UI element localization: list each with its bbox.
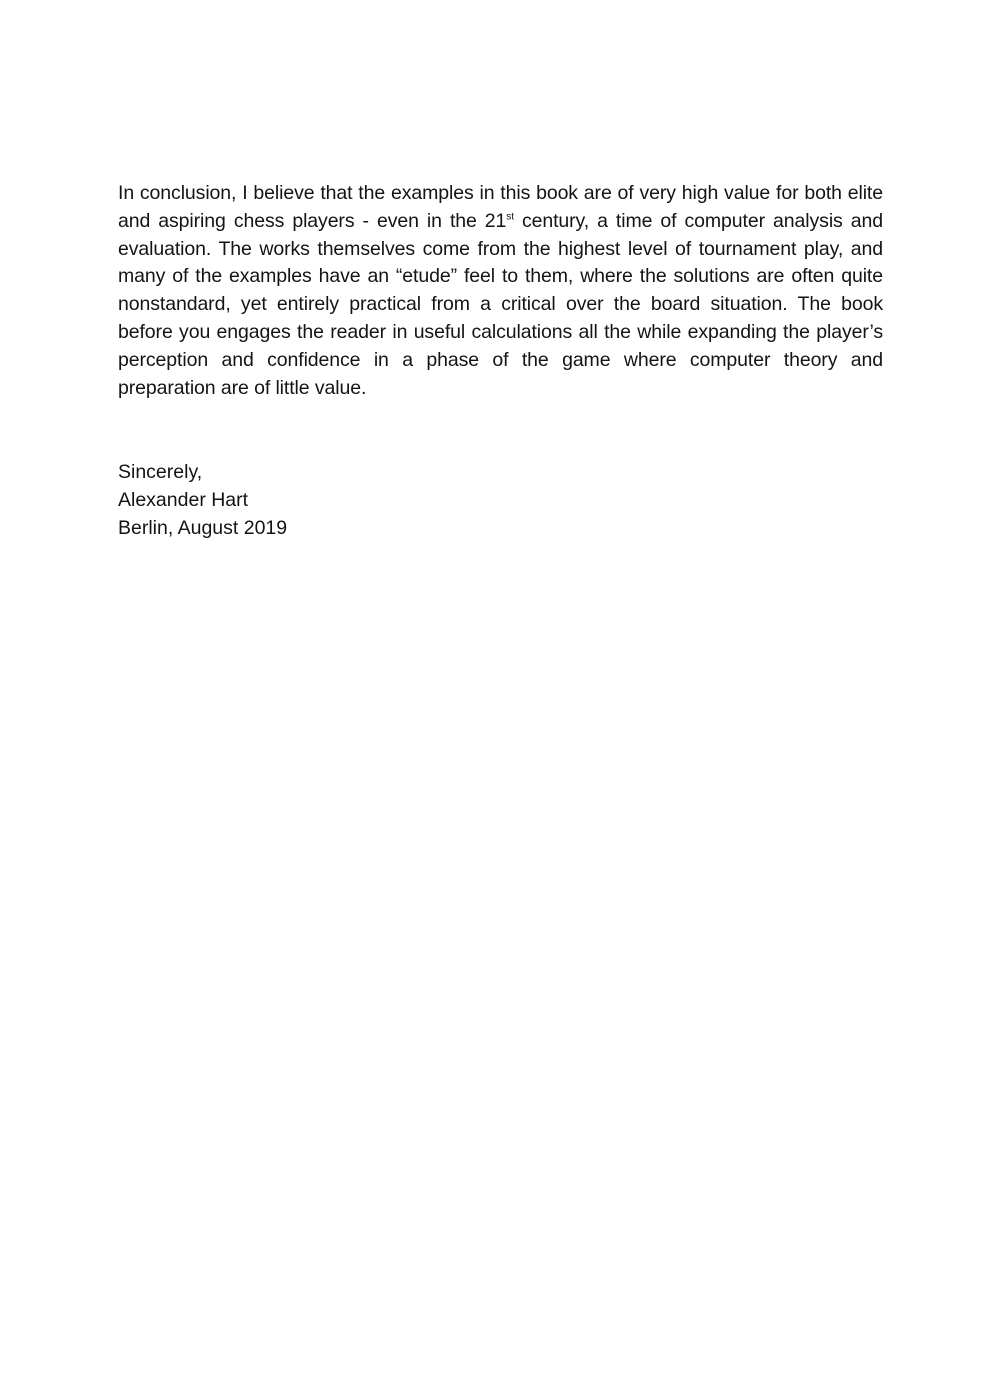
conclusion-paragraph — [118, 180, 883, 402]
paragraph-text-part2: century, a time of computer analysis and evaluation. The works themselves come from the highest level of tournament play, and many of the examples have an “etude” feel to them, where the solutions are often quite nonstandard, yet entirely practical from a critical over the board situation. The book before you engages the reader in useful calculations all the while expanding the player’s perception and confidence in a phase of the game where computer theory and preparation are of little value. — [118, 209, 883, 399]
ordinal-superscript: st — [506, 211, 514, 223]
place-date-line: Berlin, August 2019 — [118, 516, 288, 539]
author-name: Alexander Hart — [118, 488, 249, 511]
closing-line: Sincerely, — [118, 461, 203, 483]
paragraph-text-part1: In conclusion, I believe that the examples in this book are of very high value for both elite and aspiring chess players - even in the 21 — [118, 182, 883, 232]
signature-block — [118, 459, 618, 542]
